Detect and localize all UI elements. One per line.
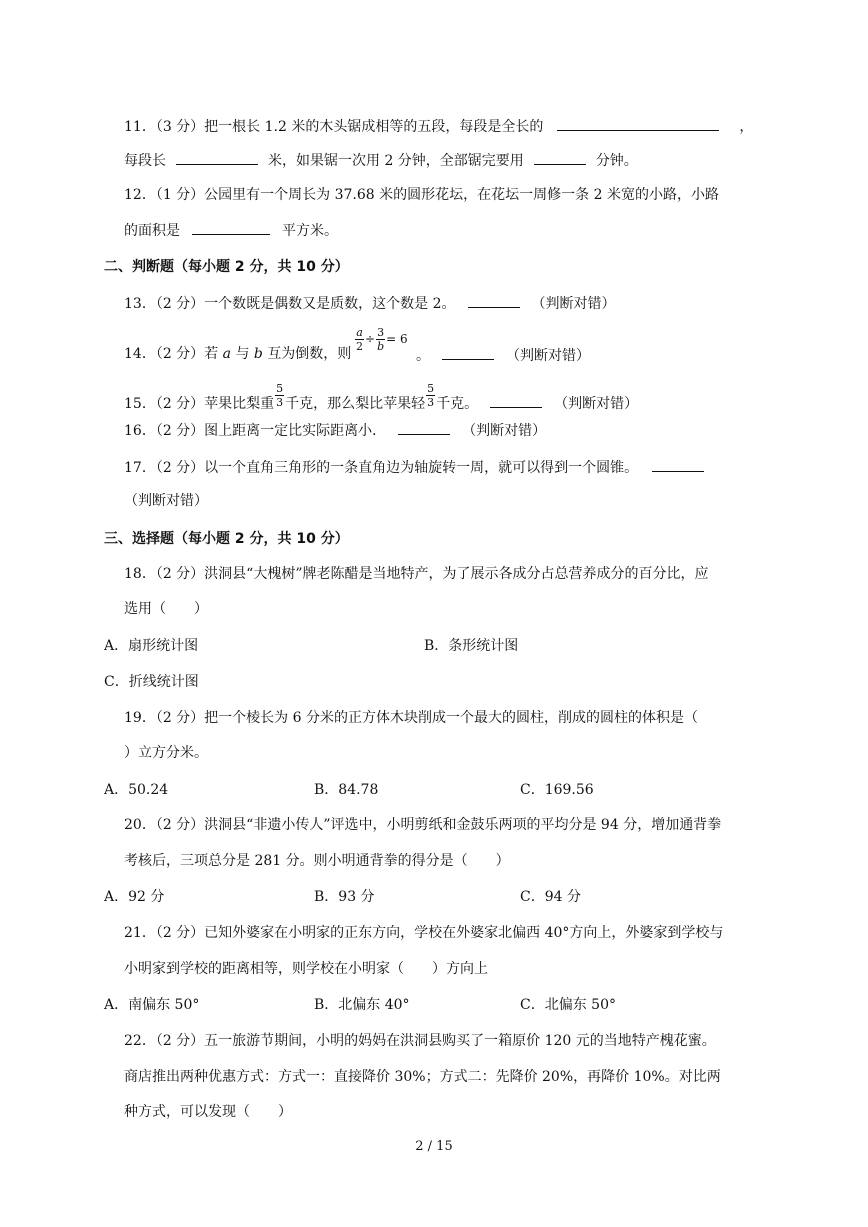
- q11-blank-2[interactable]: [176, 150, 258, 165]
- q13-text: 13．（2 分）一个数既是偶数又是质数，这个数是 2。: [124, 296, 456, 312]
- q22-line1: 22．（2 分）五一旅游节期间，小明的妈妈在洪洞县购买了一箱原价 120 元的当地特产槐花蜜。: [124, 1033, 716, 1049]
- q22-line2: 商店推出两种优惠方式：方式一：直接降价 30%；方式二：先降价 20%，再降价 10%。对比两: [124, 1069, 721, 1085]
- q14-text-2: 与: [235, 346, 250, 362]
- q14-text-3: 互为倒数，则: [267, 346, 352, 362]
- q17-line2: [124, 492, 208, 510]
- q16-line: [124, 420, 546, 440]
- q11-blank-1[interactable]: [557, 116, 719, 131]
- q21-option-a[interactable]: A．南偏东 50°: [104, 997, 200, 1013]
- q15-blank[interactable]: [490, 393, 542, 408]
- q12-line1: [124, 186, 719, 204]
- q14-fraction-2: $\frac{3}{b}$: [377, 326, 385, 353]
- q13-judge: （判断对错）: [531, 296, 616, 312]
- q14-fraction-1: $\frac{a}{2}$: [356, 326, 363, 353]
- q20-option-b[interactable]: B．93 分: [314, 889, 375, 905]
- page-number: 2 / 15: [415, 1139, 453, 1154]
- q18-option-b[interactable]: B．条形统计图: [424, 638, 519, 654]
- q21-line2: 小明家到学校的距离相等，则学校在小明家（ ）方向上: [124, 961, 488, 977]
- q16-judge: （判断对错）: [462, 423, 547, 439]
- q14-var-b: b: [253, 346, 263, 362]
- q18-option-a[interactable]: A．扇形统计图: [104, 638, 199, 654]
- q17-line1: [124, 457, 708, 477]
- q22-line3: 种方式，可以发现（ ）: [124, 1104, 292, 1120]
- q21-option-c[interactable]: C．北偏东 50°: [520, 997, 616, 1013]
- q14-period: 。: [416, 348, 430, 364]
- q12-blank[interactable]: [192, 220, 270, 235]
- q11-comma: ，: [739, 119, 754, 135]
- q11-text: 11．（3 分）把一根长 1.2 米的木头锯成相等的五段，每段是全长的: [124, 119, 544, 135]
- section-2-heading: 二、判断题（每小题 2 分，共 10 分）: [104, 259, 349, 275]
- q13-line: [124, 293, 616, 313]
- q17-blank[interactable]: [652, 457, 704, 472]
- q15-line: [124, 381, 639, 413]
- q14-divide: ÷: [365, 332, 376, 346]
- q15-text: 15．（2 分）苹果比梨重: [124, 396, 275, 412]
- q19-option-c[interactable]: C．169.56: [520, 782, 594, 798]
- q13-blank[interactable]: [468, 293, 520, 308]
- q14-equals: = 6: [386, 332, 408, 346]
- q14-formula: [354, 326, 408, 353]
- q17-judge: （判断对错）: [124, 493, 208, 509]
- q16-blank[interactable]: [398, 420, 450, 435]
- q18-option-c[interactable]: C．折线统计图: [104, 674, 199, 690]
- q20-option-a[interactable]: A．92 分: [104, 889, 165, 905]
- q14-var-a: a: [222, 346, 231, 362]
- q20-option-c[interactable]: C．94 分: [520, 889, 581, 905]
- q11-text-2: 每段长: [124, 153, 166, 169]
- q16-text: 16．（2 分）图上距离一定比实际距离小．: [124, 423, 387, 439]
- q12-text-2: 的面积是: [124, 223, 180, 239]
- q15-text-3: 千克。: [436, 396, 479, 412]
- q19-option-a[interactable]: A．50.24: [104, 782, 169, 798]
- q15-text-2: 千克，那么梨比苹果轻: [285, 396, 426, 412]
- q21-option-b[interactable]: B．北偏东 40°: [314, 997, 410, 1013]
- q15-fraction-2: $\frac{5}{3}$: [427, 381, 435, 409]
- q19-line2: ）立方分米。: [124, 745, 208, 761]
- q14-blank[interactable]: [442, 345, 494, 360]
- q15-fraction-1: $\frac{5}{3}$: [276, 381, 284, 409]
- q11-text-3: 米，如果锯一次用 2 分钟，全部锯完要用: [268, 153, 524, 169]
- q18-line2: 选用（ ）: [124, 601, 208, 617]
- q15-judge: （判断对错）: [554, 396, 639, 412]
- q11-line1: [124, 116, 753, 136]
- q12-text: 12．（1 分）公园里有一个周长为 37.68 米的圆形花坛，在花坛一周修一条 2 米宽的小路，小路: [124, 187, 719, 203]
- q11-blank-3[interactable]: [534, 150, 586, 165]
- q14-tail: [416, 345, 590, 365]
- q14-text: 14．（2 分）若: [124, 346, 219, 362]
- q14-line: [124, 345, 351, 363]
- q12-text-3: 平方米。: [282, 223, 338, 239]
- q20-line2: 考核后，三项总分是 281 分。则小明通背拳的得分是（ ）: [124, 853, 510, 869]
- section-3-heading: 三、选择题（每小题 2 分，共 10 分）: [104, 531, 349, 547]
- q11-line2: [124, 150, 638, 170]
- q12-line2: [124, 220, 338, 240]
- q19-line1: 19．（2 分）把一个棱长为 6 分米的正方体木块削成一个最大的圆柱，削成的圆柱的体积是（: [124, 710, 698, 726]
- q17-text: 17．（2 分）以一个直角三角形的一条直角边为轴旋转一周，就可以得到一个圆锥。: [124, 460, 639, 476]
- q19-option-b[interactable]: B．84.78: [314, 782, 379, 798]
- q14-judge: （判断对错）: [506, 348, 590, 364]
- q11-text-4: 分钟。: [595, 153, 638, 169]
- q20-line1: 20．（2 分）洪洞县“非遗小传人”评选中，小明剪纸和金鼓乐两项的平均分是 94 分，增加通背拳: [124, 817, 722, 833]
- q18-line1: 18．（2 分）洪洞县“大槐树”牌老陈醋是当地特产，为了展示各成分占总营养成分的百分比，应: [124, 566, 709, 582]
- q21-line1: 21．（2 分）已知外婆家在小明家的正东方向，学校在外婆家北偏西 40°方向上，外婆家到学校与: [124, 925, 724, 941]
